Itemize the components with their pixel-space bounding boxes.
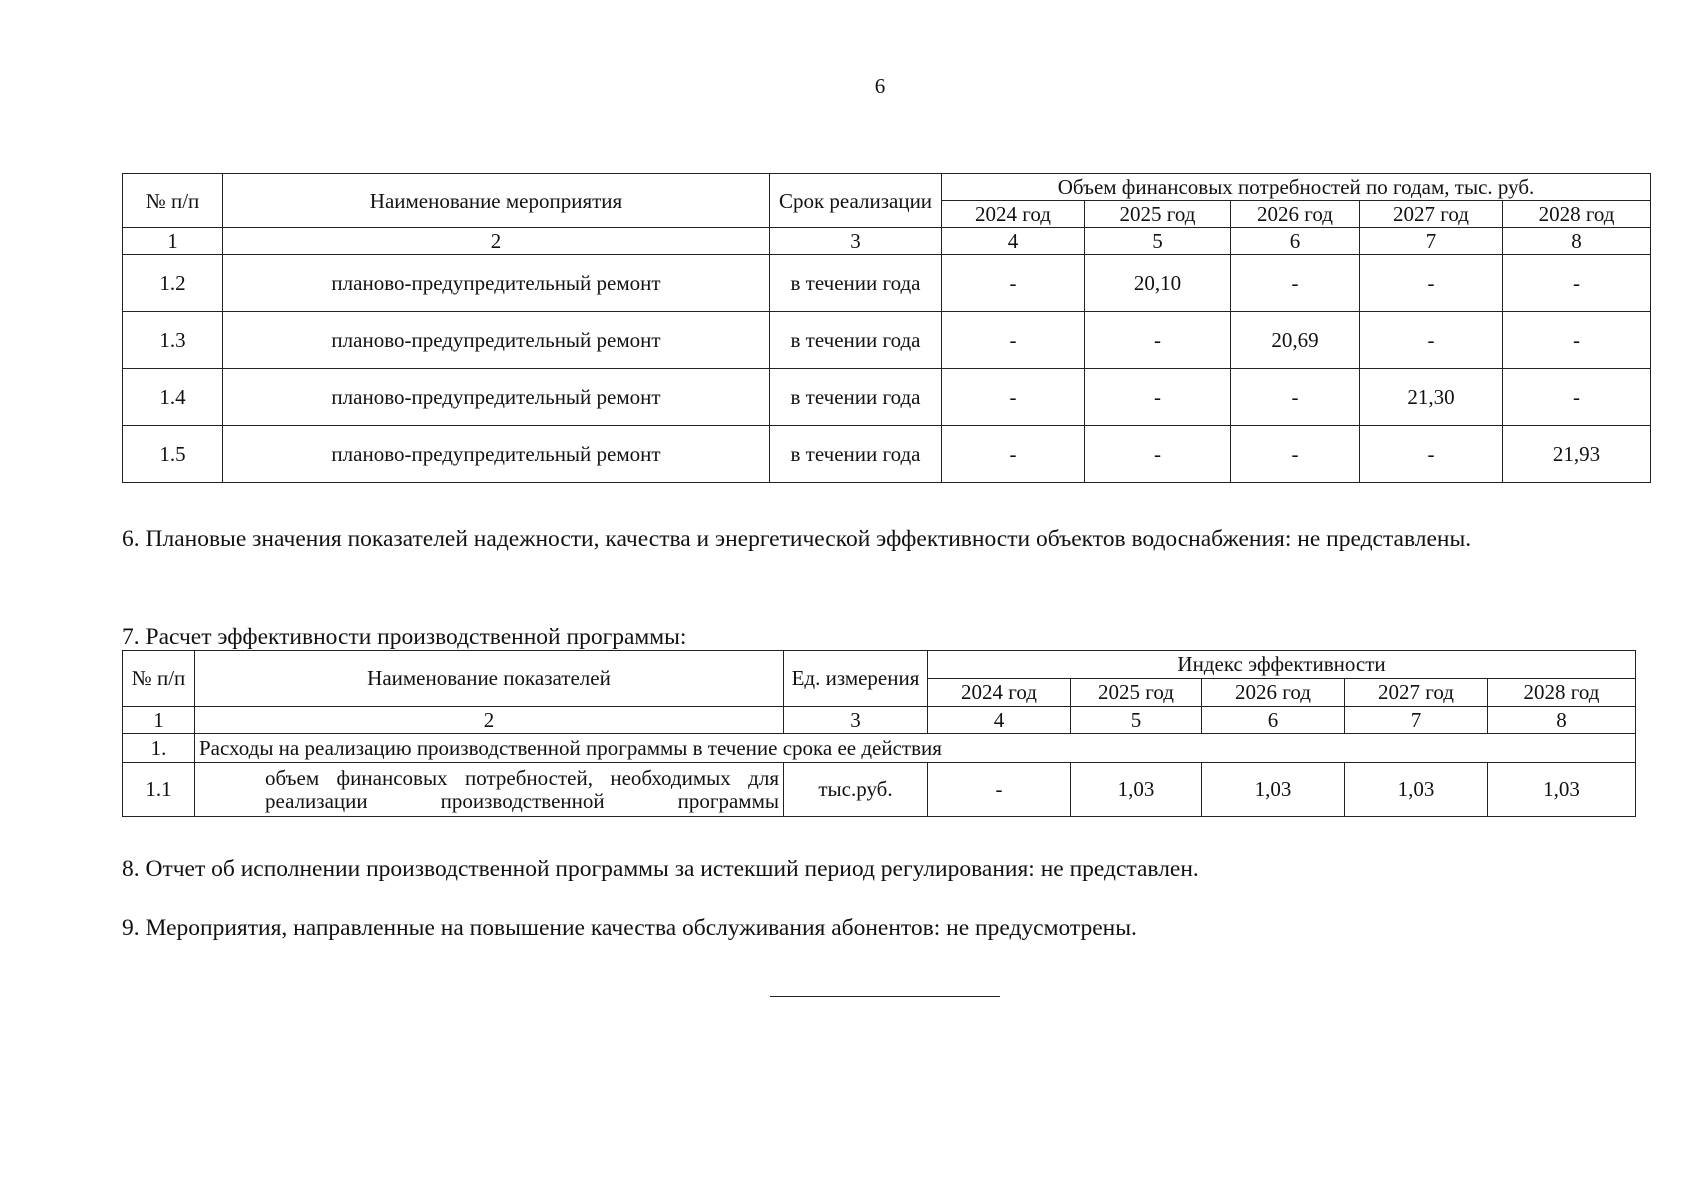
row-value: 1,03 — [1071, 763, 1202, 817]
row-term: в течении года — [770, 369, 942, 426]
table-row — [123, 369, 1651, 426]
row-name: планово-предупредительный ремонт — [223, 426, 770, 483]
row-value: - — [942, 312, 1085, 369]
row-value: - — [1360, 312, 1503, 369]
header-name: Наименование показателей — [195, 651, 784, 707]
col-number: 1 — [123, 707, 195, 734]
row-num: 1.1 — [123, 763, 195, 817]
section-num: 1. — [123, 734, 195, 763]
row-name: объем финансовых потребностей, необходимых для реализации производственной программы — [195, 763, 784, 817]
col-number: 4 — [928, 707, 1071, 734]
col-number: 6 — [1202, 707, 1345, 734]
row-value: - — [1231, 426, 1360, 483]
header-volume: Объем финансовых потребностей по годам, тыс. руб. — [942, 174, 1651, 201]
header-year: 2028 год — [1488, 679, 1636, 707]
row-value: - — [1231, 255, 1360, 312]
table-row — [123, 312, 1651, 369]
row-name: планово-предупредительный ремонт — [223, 312, 770, 369]
col-number: 7 — [1345, 707, 1488, 734]
efficiency-table — [122, 650, 1636, 817]
header-year: 2025 год — [1071, 679, 1202, 707]
row-value: 20,69 — [1231, 312, 1360, 369]
header-year: 2027 год — [1345, 679, 1488, 707]
col-number: 2 — [195, 707, 784, 734]
closing-divider — [770, 996, 1000, 997]
header-unit: Ед. измерения — [784, 651, 928, 707]
row-value: - — [1085, 426, 1231, 483]
row-value: - — [1503, 369, 1651, 426]
row-name: планово-предупредительный ремонт — [223, 255, 770, 312]
row-term: в течении года — [770, 255, 942, 312]
row-value: 21,93 — [1503, 426, 1651, 483]
row-value: - — [1231, 369, 1360, 426]
row-value: - — [1503, 312, 1651, 369]
header-year: 2026 год — [1202, 679, 1345, 707]
row-value: - — [1503, 255, 1651, 312]
section-6-paragraph: 6. Плановые значения показателей надежности, качества и энергетической эффективности объектов водоснабжения: не представлены. — [122, 526, 1472, 552]
section-9-paragraph: 9. Мероприятия, направленные на повышение качества обслуживания абонентов: не предусмотрены. — [122, 915, 1137, 941]
col-number: 1 — [123, 228, 223, 255]
row-value: - — [1085, 312, 1231, 369]
table-row — [123, 426, 1651, 483]
row-unit: тыс.руб. — [784, 763, 928, 817]
row-value: - — [1360, 426, 1503, 483]
row-num: 1.3 — [123, 312, 223, 369]
row-value: - — [1360, 255, 1503, 312]
row-num: 1.4 — [123, 369, 223, 426]
row-term: в течении года — [770, 312, 942, 369]
row-value: 21,30 — [1360, 369, 1503, 426]
row-term: в течении года — [770, 426, 942, 483]
row-value: 1,03 — [1488, 763, 1636, 817]
header-year: 2024 год — [942, 201, 1085, 228]
col-number: 2 — [223, 228, 770, 255]
header-year: 2028 год — [1503, 201, 1651, 228]
section-text: Расходы на реализацию производственной программы в течение срока ее действия — [195, 734, 1636, 763]
col-number: 7 — [1360, 228, 1503, 255]
header-year: 2025 год — [1085, 201, 1231, 228]
header-year: 2024 год — [928, 679, 1071, 707]
header-term: Срок реализации — [770, 174, 942, 228]
page-number: 6 — [874, 74, 886, 98]
header-year: 2027 год — [1360, 201, 1503, 228]
section-8-paragraph: 8. Отчет об исполнении производственной программы за истекший период регулирования: не представлен. — [122, 856, 1199, 882]
header-num: № п/п — [123, 651, 195, 707]
row-value: - — [942, 426, 1085, 483]
header-index: Индекс эффективности — [928, 651, 1636, 679]
section-7-title: 7. Расчет эффективности производственной программы: — [122, 624, 687, 650]
header-num: № п/п — [123, 174, 223, 228]
col-number: 3 — [784, 707, 928, 734]
header-name: Наименование мероприятия — [223, 174, 770, 228]
row-name: планово-предупредительный ремонт — [223, 369, 770, 426]
table-row — [123, 255, 1651, 312]
section-row — [123, 734, 1636, 763]
row-value: 1,03 — [1202, 763, 1345, 817]
col-number: 8 — [1503, 228, 1651, 255]
col-number: 8 — [1488, 707, 1636, 734]
table-row — [123, 763, 1636, 817]
col-number: 5 — [1071, 707, 1202, 734]
row-value: - — [942, 255, 1085, 312]
col-number: 3 — [770, 228, 942, 255]
header-year: 2026 год — [1231, 201, 1360, 228]
row-num: 1.2 — [123, 255, 223, 312]
row-num: 1.5 — [123, 426, 223, 483]
col-number: 4 — [942, 228, 1085, 255]
row-value: 1,03 — [1345, 763, 1488, 817]
col-number: 6 — [1231, 228, 1360, 255]
col-number: 5 — [1085, 228, 1231, 255]
row-value: - — [1085, 369, 1231, 426]
row-value: - — [942, 369, 1085, 426]
financial-needs-table — [122, 173, 1651, 483]
row-value: 20,10 — [1085, 255, 1231, 312]
row-value: - — [928, 763, 1071, 817]
